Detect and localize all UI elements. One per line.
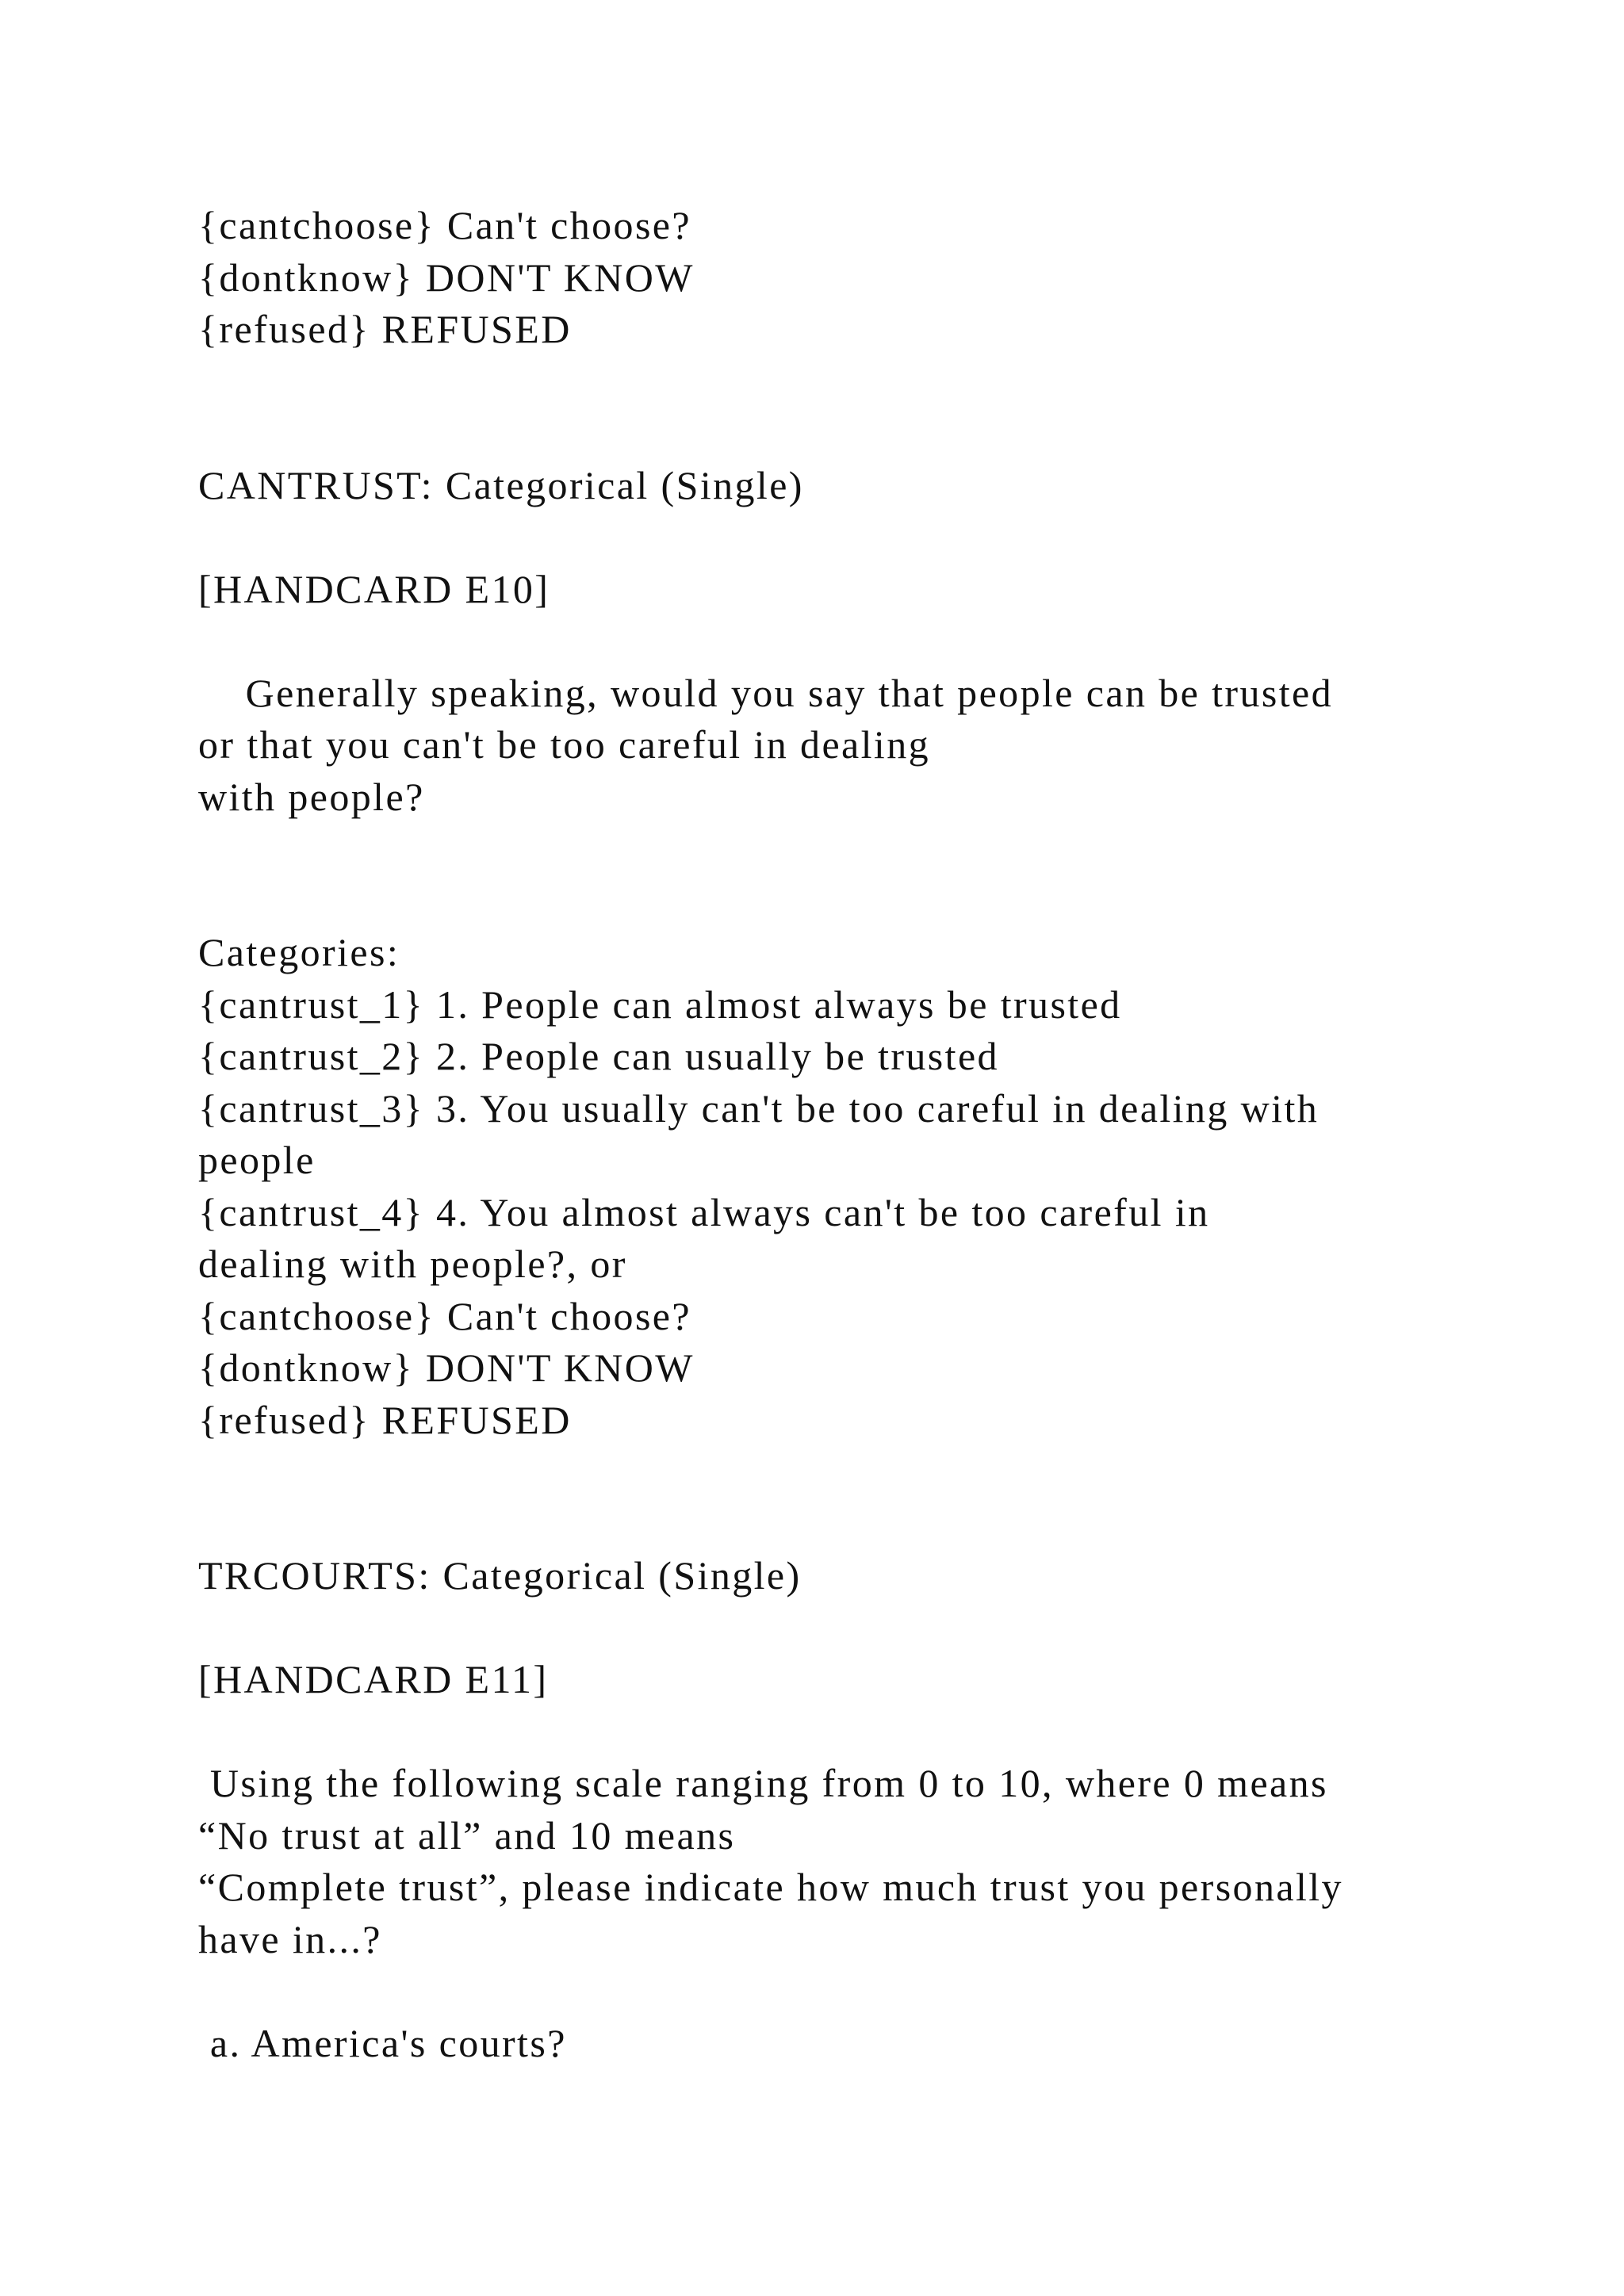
handcard-label: [HANDCARD E10] <box>198 566 550 611</box>
blank-line <box>198 408 1546 460</box>
handcard-label: [HANDCARD E11] <box>198 1657 549 1701</box>
question-text: “No trust at all” and 10 means <box>198 1812 736 1858</box>
option-cantrust-4-cont: dealing with people?, or <box>198 1242 627 1286</box>
option-cantrust-3-cont: people <box>198 1138 316 1182</box>
blank-line <box>198 1602 1546 1655</box>
question-text: Using the following scale ranging from 0 to 10, where 0 means <box>198 1761 1328 1805</box>
option-dontknow: {dontknow} DON'T KNOW <box>198 254 695 300</box>
option-refused: {refused} REFUSED <box>198 1397 572 1442</box>
blank-line <box>198 1965 1546 2018</box>
document-body <box>198 200 1546 2069</box>
blank-line <box>198 615 1546 668</box>
question-text: have in...? <box>198 1916 382 1961</box>
blank-line <box>198 1446 1546 1498</box>
blank-line <box>198 823 1546 875</box>
blank-line <box>198 1706 1546 1758</box>
question-text: with people? <box>198 774 425 819</box>
blank-line <box>198 356 1546 408</box>
categories-label: Categories: <box>198 930 400 974</box>
blank-line <box>198 875 1546 928</box>
question-heading-cantrust: CANTRUST: Categorical (Single) <box>198 462 804 507</box>
question-heading-trcourts: TRCOURTS: Categorical (Single) <box>198 1553 802 1598</box>
option-refused: {refused} REFUSED <box>198 307 572 351</box>
option-dontknow: {dontknow} DON'T KNOW <box>198 1345 695 1390</box>
option-cantrust-4: {cantrust_4} 4. You almost always can't be too careful in <box>198 1189 1210 1234</box>
blank-line <box>198 1498 1546 1551</box>
option-cantrust-2: {cantrust_2} 2. People can usually be trusted <box>198 1034 999 1078</box>
blank-line <box>198 511 1546 564</box>
option-cantrust-3: {cantrust_3} 3. You usually can't be too careful in dealing with <box>198 1085 1320 1131</box>
question-text: Generally speaking, would you say that people can be trusted <box>198 670 1334 715</box>
question-text: or that you can't be too careful in dealing <box>198 722 931 767</box>
sub-item-a: a. America's courts? <box>198 2020 567 2065</box>
option-cantchoose: {cantchoose} Can't choose? <box>198 1293 691 1338</box>
option-cantrust-1: {cantrust_1} 1. People can almost always be trusted <box>198 982 1122 1027</box>
question-text: “Complete trust”, please indicate how much trust you personally <box>198 1865 1343 1909</box>
option-cantchoose: {cantchoose} Can't choose? <box>198 203 691 247</box>
